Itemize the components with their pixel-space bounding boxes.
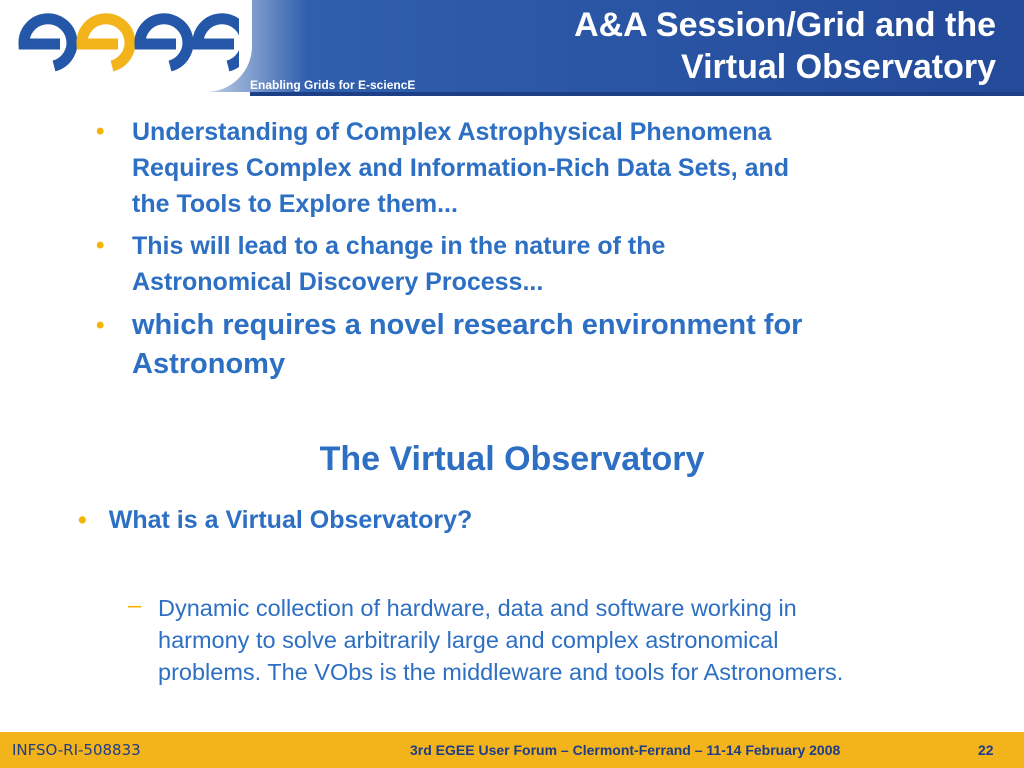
title-line-2: Virtual Observatory [681,48,996,86]
answer-line: Dynamic collection of hardware, data and software working in [158,595,797,621]
egee-logo [14,6,239,86]
tagline: Enabling Grids for E-sciencE [250,78,416,92]
bullet-line: Astronomy [132,348,286,380]
bullet-line: Astronomical Discovery Process... [132,268,544,296]
footer-project-id: INFSO-RI-508833 [12,741,141,759]
answer-line: harmony to solve arbitrarily large and complex astronomical [158,627,779,653]
page-number: 22 [978,742,994,758]
bullet-line: This will lead to a change in the nature of the [132,232,666,260]
bullet-line: which requires a novel research environment for [132,309,803,341]
title-line-1: A&A Session/Grid and the [574,6,996,44]
bullet-line: Understanding of Complex Astrophysical Phenomena [132,118,772,146]
answer-line: problems. The VObs is the middleware and tools for Astronomers. [158,659,844,685]
bullet-line: Requires Complex and Information-Rich Data Sets, and [132,154,790,182]
dash-bullet-icon: – [128,592,142,619]
header-divider [250,92,1024,96]
intro-bullets [96,114,946,390]
bullet-item [96,306,946,384]
bullet-line: the Tools to Explore them... [132,190,458,218]
question-bullet [78,506,472,535]
answer-text [158,592,948,688]
bullet-dot-icon: • [96,232,105,259]
slide-header [0,0,1024,100]
bullet-item [96,228,946,300]
bullet-dot-icon: • [78,506,87,534]
slide-footer [0,732,1024,768]
section-heading: The Virtual Observatory [319,440,705,478]
bullet-item [96,114,946,222]
slide-content [0,100,1024,730]
logo-area [0,0,252,92]
slide-title [476,4,996,88]
footer-event: 3rd EGEE User Forum – Clermont-Ferrand – 11-14 February 2008 [410,742,841,758]
question-text: What is a Virtual Observatory? [108,506,473,534]
bullet-dot-icon: • [96,118,105,145]
bullet-dot-icon: • [96,312,105,339]
